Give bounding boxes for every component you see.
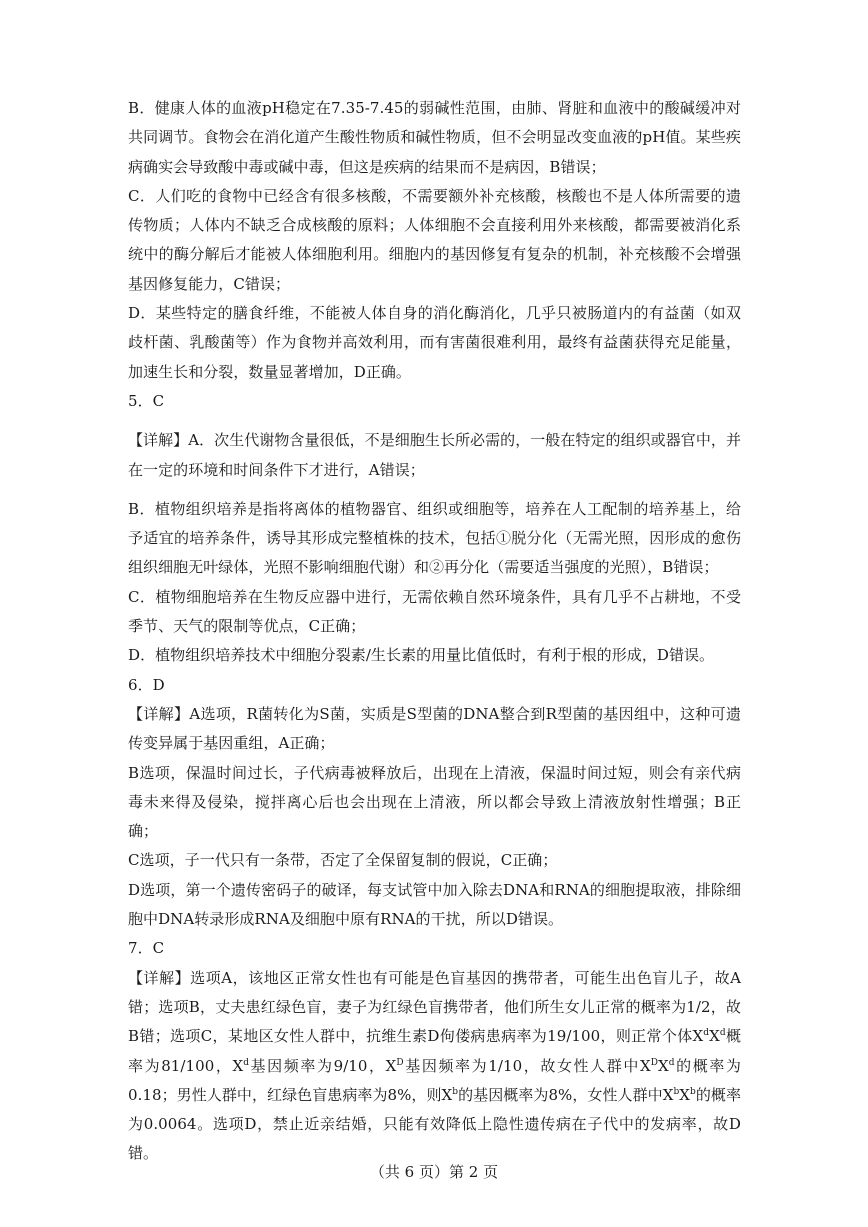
answer-content bbox=[128, 94, 741, 1169]
q4-option-d: D．某些特定的膳食纤维，不能被人体自身的消化酶消化，几乎只被肠道内的有益菌（如双歧杆菌、乳酸菌等）作为食物并高效利用，而有害菌很难利用，最终有益菌获得充足能量，加速生长和分裂，数量显著增加，D正确。 bbox=[128, 304, 741, 381]
q5-answer: 5．C bbox=[128, 391, 165, 410]
q7-answer: 7．C bbox=[128, 939, 165, 958]
q5-option-a: 【详解】A．次生代谢物含量很低，不是细胞生长所必需的，一般在特定的组织或器官中，并在一定的环境和时间条件下才进行，A错误； bbox=[128, 431, 741, 479]
q5-option-c: C．植物细胞培养在生物反应器中进行，无需依赖自然环境条件，具有几乎不占耕地，不受季节、天气的限制等优点，C正确； bbox=[128, 587, 741, 636]
q5-option-d: D．植物组织培养技术中细胞分裂素/生长素的用量比值低时，有利于根的形成，D错误。 bbox=[128, 646, 715, 665]
q4-option-c: C．人们吃的食物中已经含有很多核酸，不需要额外补充核酸，核酸也不是人体所需要的遗传物质；人体内不缺乏合成核酸的原料；人体细胞不会直接利用外来核酸，都需要被消化系统中的酶分解后才能被人体细胞利用。细胞内的基因修复有复杂的机制，补充核酸不会增强基因修复能力，C错误； bbox=[128, 186, 741, 293]
q6-option-c: C选项，子一代只有一条带，否定了全保留复制的假说，C正确； bbox=[128, 851, 558, 870]
q6-answer: 6．D bbox=[128, 675, 165, 694]
q6-option-d: D选项，第一个遗传密码子的破译，每支试管中加入除去DNA和RNA的细胞提取液，排除细胞中DNA转录形成RNA及细胞中原有RNA的干扰，所以D错误。 bbox=[128, 880, 741, 929]
q7-explanation: 【详解】选项A，该地区正常女性也有可能是色盲基因的携带者，可能生出色盲儿子，故A错；选项B，丈夫患红绿色盲，妻子为红绿色盲携带者，他们所生女儿正常的概率为1/2，故B错；选项C，某地区女性人群中，抗维生素D佝偻病患病率为19/100，则正常个体$X^dX^d$概率为81/100，$X^d$基因频率为9/10，$X^D$基因频率为1/10，故女性人群中$X^DX^d$的概率为0.18；男性人群中，红绿色盲患病率为8%，则$X^b$的基因概率为8%，女性人群中$X^bX^b$的概率为0.0064。选项D，禁止近亲结婚，只能有效降低上隐性遗传病在子代中的发病率，故D错。 bbox=[128, 968, 741, 1163]
q6-option-a: 【详解】A选项，R菌转化为S菌，实质是S型菌的DNA整合到R型菌的基因组中，这种可遗传变异属于基因重组，A正确； bbox=[128, 704, 741, 753]
q4-option-b: B．健康人体的血液pH稳定在7.35-7.45的弱碱性范围，由肺、肾脏和血液中的酸碱缓冲对共同调节。食物会在消化道产生酸性物质和碱性物质，但不会明显改变血液的pH值。某些疾病确实会导致酸中毒或碱中毒，但这是疾病的结果而不是病因，B错误； bbox=[128, 99, 741, 176]
page-footer: （共 6 页）第 2 页 bbox=[369, 1163, 499, 1181]
q6-option-b: B选项，保温时间过长，子代病毒被释放后，出现在上清液，保温时间过短，则会有亲代病毒未来得及侵染，搅拌离心后也会出现在上清液，所以都会导致上清液放射性增强；B正确； bbox=[128, 763, 741, 841]
q5-option-b: B．植物组织培养是指将离体的植物器官、组织或细胞等，培养在人工配制的培养基上，给予适宜的培养条件，诱导其形成完整植株的技术，包括①脱分化（无需光照，因形成的愈伤组织细胞无叶绿体，光照不影响细胞代谢）和②再分化（需要适当强度的光照），B错误； bbox=[128, 499, 741, 577]
